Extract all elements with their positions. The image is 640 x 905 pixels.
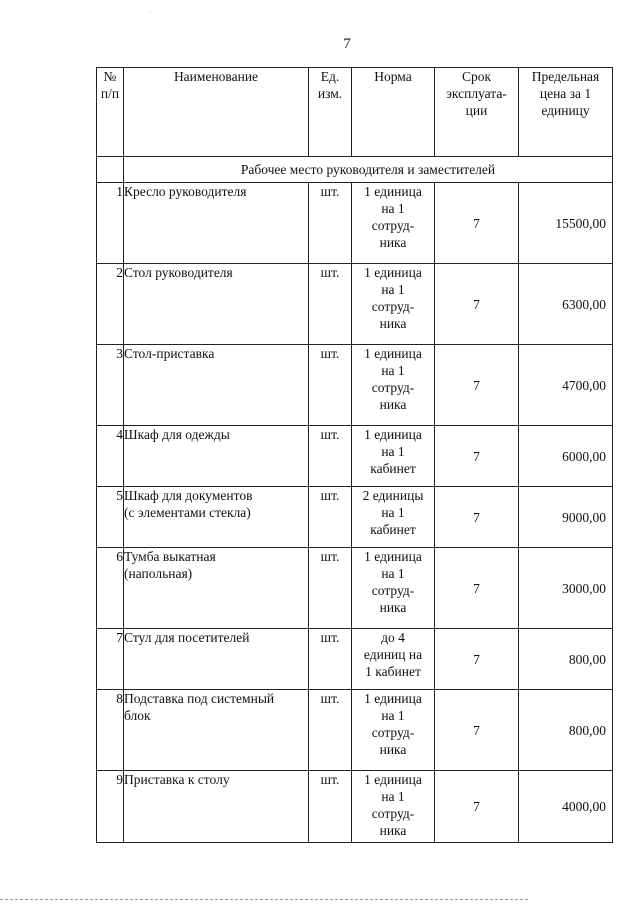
- row-price: 4700,00: [519, 345, 613, 426]
- row-name: Подставка под системный блок: [124, 690, 309, 771]
- row-unit: шт.: [309, 548, 352, 629]
- row-term: 7: [435, 548, 519, 629]
- section-empty-cell: [97, 157, 124, 183]
- row-unit: шт.: [309, 183, 352, 264]
- row-name: Тумба выкатная (напольная): [124, 548, 309, 629]
- table-row: [97, 426, 613, 487]
- header-price: Предельная цена за 1 единицу: [519, 68, 613, 157]
- row-norm: 1 единица на 1 сотруд- ника: [352, 183, 435, 264]
- row-unit: шт.: [309, 264, 352, 345]
- row-name: Кресло руководителя: [124, 183, 309, 264]
- row-price: 15500,00: [519, 183, 613, 264]
- table-row: [97, 690, 613, 771]
- row-unit: шт.: [309, 629, 352, 690]
- row-price: 800,00: [519, 629, 613, 690]
- table-row: [97, 548, 613, 629]
- row-term: 7: [435, 629, 519, 690]
- row-name: Стол-приставка: [124, 345, 309, 426]
- table-row: [97, 771, 613, 843]
- header-number: № п/п: [97, 68, 124, 157]
- row-term: 7: [435, 771, 519, 843]
- page-number: 7: [343, 36, 351, 52]
- section-title: Рабочее место руководителя и заместителей: [124, 157, 613, 183]
- row-number: 7: [97, 629, 124, 690]
- table-row: [97, 487, 613, 548]
- row-number: 4: [97, 426, 124, 487]
- row-name: Шкаф для одежды: [124, 426, 309, 487]
- furniture-norms-table: [96, 67, 613, 843]
- table-row: [97, 629, 613, 690]
- header-unit: Ед. изм.: [309, 68, 352, 157]
- row-term: 7: [435, 264, 519, 345]
- row-number: 1: [97, 183, 124, 264]
- table-row: [97, 264, 613, 345]
- row-norm: 1 единица на 1 сотруд- ника: [352, 690, 435, 771]
- row-number: 3: [97, 345, 124, 426]
- row-term: 7: [435, 345, 519, 426]
- row-price: 3000,00: [519, 548, 613, 629]
- header-name: Наименование: [124, 68, 309, 157]
- row-price: 4000,00: [519, 771, 613, 843]
- row-number: 2: [97, 264, 124, 345]
- row-term: 7: [435, 426, 519, 487]
- row-norm: 1 единица на 1 кабинет: [352, 426, 435, 487]
- table-row: [97, 183, 613, 264]
- header-term: Срок эксплуата- ции: [435, 68, 519, 157]
- row-number: 9: [97, 771, 124, 843]
- row-norm: 2 единицы на 1 кабинет: [352, 487, 435, 548]
- row-norm: 1 единица на 1 сотруд- ника: [352, 771, 435, 843]
- row-unit: шт.: [309, 487, 352, 548]
- row-price: 6000,00: [519, 426, 613, 487]
- row-unit: шт.: [309, 345, 352, 426]
- row-unit: шт.: [309, 690, 352, 771]
- row-name: Шкаф для документов (с элементами стекла): [124, 487, 309, 548]
- row-norm: 1 единица на 1 сотруд- ника: [352, 345, 435, 426]
- row-price: 9000,00: [519, 487, 613, 548]
- row-price: 6300,00: [519, 264, 613, 345]
- row-price: 800,00: [519, 690, 613, 771]
- table-row: [97, 345, 613, 426]
- row-term: 7: [435, 690, 519, 771]
- row-name: Приставка к столу: [124, 771, 309, 843]
- row-norm: 1 единица на 1 сотруд- ника: [352, 548, 435, 629]
- row-number: 6: [97, 548, 124, 629]
- row-number: 8: [97, 690, 124, 771]
- row-name: Стол руководителя: [124, 264, 309, 345]
- row-number: 5: [97, 487, 124, 548]
- row-norm: 1 единица на 1 сотруд- ника: [352, 264, 435, 345]
- row-unit: шт.: [309, 771, 352, 843]
- section-row: [97, 157, 613, 183]
- header-norm: Норма: [352, 68, 435, 157]
- scan-speck: [150, 12, 151, 13]
- row-unit: шт.: [309, 426, 352, 487]
- row-norm: до 4 единиц на 1 кабинет: [352, 629, 435, 690]
- row-term: 7: [435, 183, 519, 264]
- row-term: 7: [435, 487, 519, 548]
- row-name: Стул для посетителей: [124, 629, 309, 690]
- page-bottom-edge: [0, 899, 528, 900]
- table-header-row: [97, 68, 613, 157]
